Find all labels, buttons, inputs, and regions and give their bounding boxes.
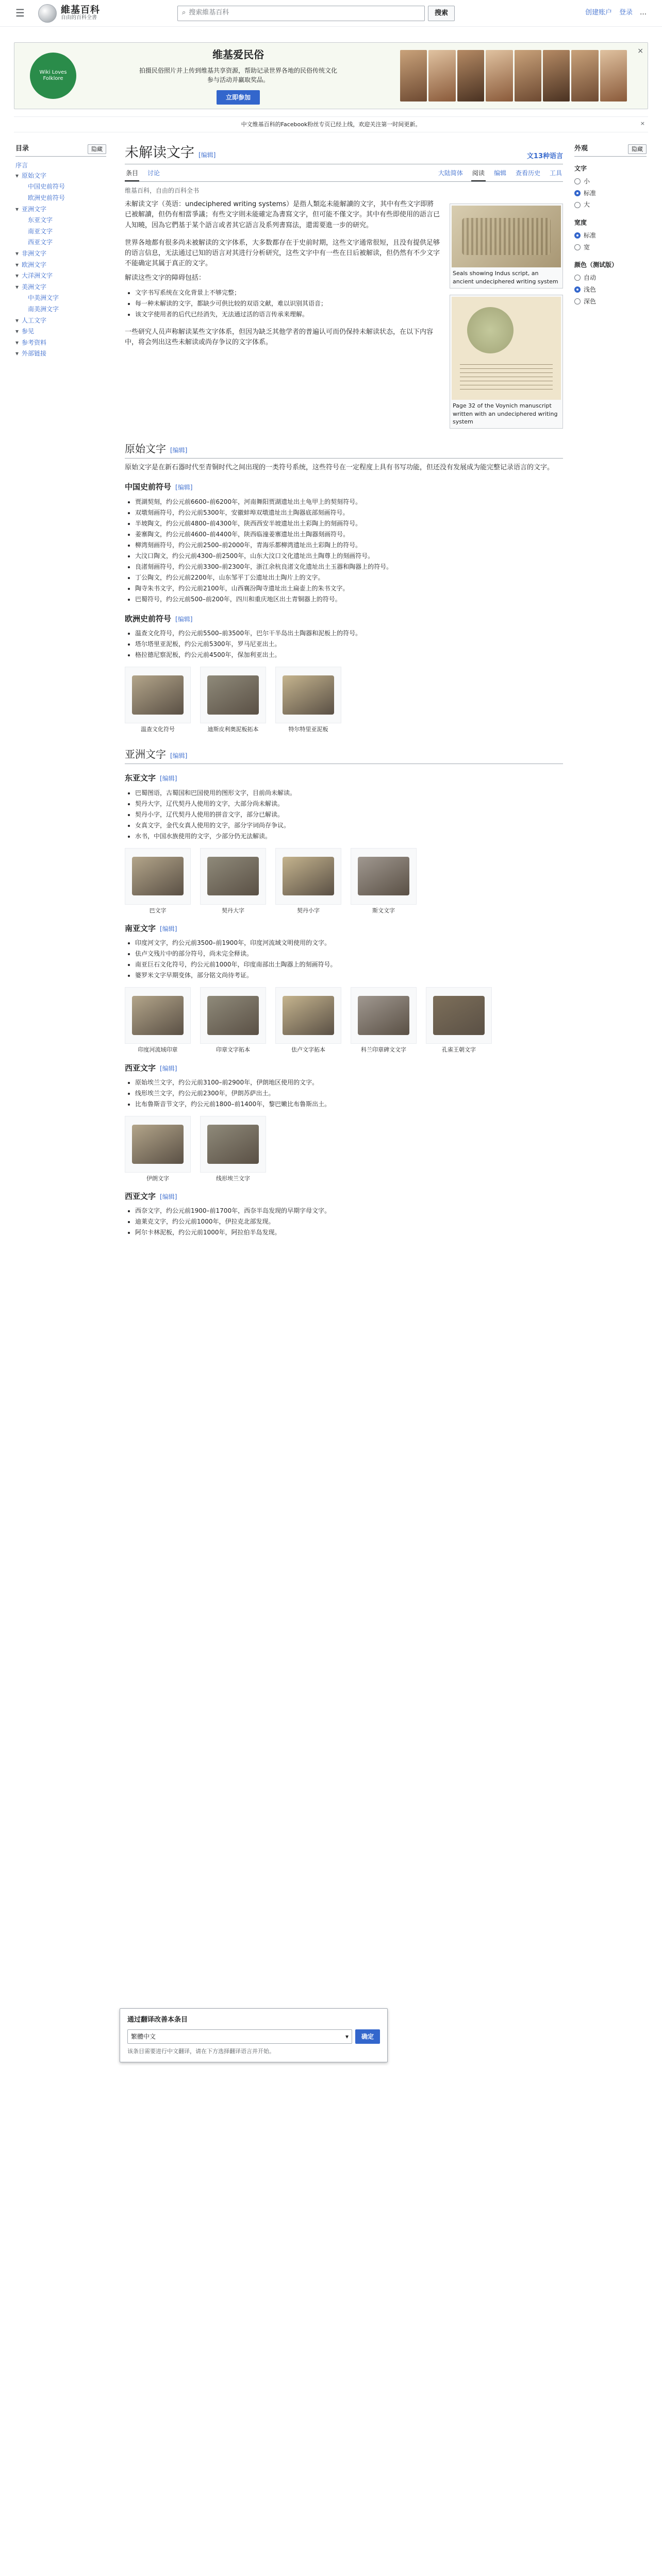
toc-item-label: 南美洲文字 bbox=[28, 305, 59, 313]
toc-header bbox=[15, 144, 106, 157]
voynich-page-image[interactable] bbox=[452, 297, 561, 400]
section-edit-link[interactable]: [编辑] bbox=[160, 925, 177, 933]
figure-caption: Seals showing Indus script, an ancient undeciphered writing system bbox=[453, 270, 558, 285]
list-item: • 女真文字，金代女真人使用的文字，部分字词尚存争议。 bbox=[135, 820, 563, 831]
page-title bbox=[125, 144, 216, 162]
gallery-item[interactable] bbox=[351, 848, 417, 914]
list-item: • 水书，中国水族使用的文字，少部分仍无法解读。 bbox=[135, 831, 563, 842]
gallery-caption: 斯文文字 bbox=[372, 907, 395, 914]
gallery-thumbnail[interactable] bbox=[351, 987, 417, 1044]
gallery-caption: 印度河流域印章 bbox=[138, 1046, 178, 1054]
gallery-image bbox=[433, 996, 485, 1035]
article bbox=[125, 144, 563, 1240]
radio-icon bbox=[574, 244, 581, 250]
gallery-thumbnail[interactable] bbox=[200, 987, 266, 1044]
banner-photo bbox=[428, 50, 455, 101]
gallery-caption: 线形埃兰文字 bbox=[216, 1175, 250, 1182]
appearance-heading: 外观 bbox=[574, 145, 588, 153]
section-title: 原始文字 bbox=[125, 443, 166, 455]
dialog-confirm-button[interactable]: 确定 bbox=[355, 2029, 380, 2044]
list-item: • 塔尔塔里亚泥板，约公元前5300年，罗马尼亚出土。 bbox=[135, 639, 563, 650]
view-tab-0[interactable]: 大陆简体 bbox=[438, 170, 463, 177]
toc-item[interactable] bbox=[15, 226, 106, 238]
gallery-thumbnail[interactable] bbox=[351, 848, 417, 905]
script-list bbox=[125, 497, 563, 605]
radio-icon bbox=[574, 232, 581, 239]
gallery-thumbnail[interactable] bbox=[125, 667, 191, 723]
site-notice-close-icon[interactable]: × bbox=[640, 120, 645, 127]
list-item: • 印度河文字，约公元前3500–前1900年，印度河流域文明使用的文字。 bbox=[135, 938, 563, 948]
section-heading bbox=[125, 1062, 563, 1074]
gallery-caption: 契丹大字 bbox=[222, 907, 244, 914]
script-list bbox=[125, 788, 563, 842]
search-input[interactable] bbox=[177, 6, 425, 21]
gallery-thumbnail[interactable] bbox=[275, 987, 341, 1044]
chevron-down-icon: ▾ bbox=[15, 316, 19, 324]
gallery-image bbox=[283, 996, 335, 1035]
article-content bbox=[125, 199, 563, 1238]
gallery-thumbnail[interactable] bbox=[200, 1116, 266, 1173]
list-item: • 契丹大字，辽代契丹人使用的文字，大部分尚未解读。 bbox=[135, 799, 563, 809]
section-heading bbox=[125, 747, 563, 764]
gallery-item[interactable] bbox=[200, 848, 266, 914]
toc-item[interactable] bbox=[15, 337, 106, 349]
toc-item-label: 欧洲文字 bbox=[22, 261, 47, 268]
appearance-hide-button[interactable]: 隐藏 bbox=[628, 144, 647, 154]
radio-label: 宽 bbox=[584, 243, 590, 251]
list-item: • 巴蜀符号，约公元前500–前200年，四川和重庆地区出土青铜器上的符号。 bbox=[135, 594, 563, 605]
list-item: • 文字书写系统在文化背景上不够完整； bbox=[135, 287, 563, 298]
list-item: • 南亚巨石文化符号，约公元前1000年，印度南部出土陶器上的刻画符号。 bbox=[135, 959, 563, 970]
banner-photo bbox=[515, 50, 541, 101]
view-tabs bbox=[437, 166, 563, 181]
indus-seals-image[interactable] bbox=[452, 206, 561, 267]
page-body bbox=[0, 132, 662, 1240]
language-select[interactable] bbox=[127, 2029, 352, 2044]
gallery-item[interactable] bbox=[351, 987, 417, 1054]
gallery-item[interactable] bbox=[200, 987, 266, 1054]
radio-option[interactable] bbox=[574, 188, 647, 199]
gallery-thumbnail[interactable] bbox=[426, 987, 492, 1044]
section-edit-link[interactable]: [编辑] bbox=[170, 447, 188, 454]
toc-item[interactable] bbox=[15, 193, 106, 204]
gallery-thumbnail[interactable] bbox=[200, 848, 266, 905]
banner-close-icon[interactable]: × bbox=[637, 47, 643, 55]
list-item: • 佉卢文残片中的部分符号，尚未完全释读。 bbox=[135, 948, 563, 959]
gallery-thumbnail[interactable] bbox=[125, 987, 191, 1044]
campaign-banner bbox=[14, 42, 648, 109]
gallery-item[interactable] bbox=[275, 987, 341, 1054]
gallery-item[interactable] bbox=[275, 848, 341, 914]
login-link[interactable]: 登录 bbox=[619, 9, 633, 17]
list-item: • 陶寺朱书文字，约公元前2100年，山西襄汾陶寺遗址出土扁壶上的朱书文字。 bbox=[135, 583, 563, 594]
gallery-image bbox=[358, 996, 410, 1035]
banner-body-2: 参与活动并赢取奖品。 bbox=[207, 76, 269, 84]
radio-icon bbox=[574, 202, 581, 208]
view-tab-4[interactable]: 工具 bbox=[549, 170, 562, 177]
section-heading bbox=[125, 613, 563, 625]
tab-1[interactable]: 讨论 bbox=[147, 170, 160, 177]
gallery-item[interactable] bbox=[125, 848, 191, 914]
text-size-options bbox=[574, 176, 647, 211]
list-item: • 线形埃兰文字，约公元前2300年，伊朗苏萨出土。 bbox=[135, 1088, 563, 1099]
title-edit-link[interactable]: [编辑] bbox=[198, 151, 216, 159]
gallery-image bbox=[358, 857, 410, 896]
banner-cta-button[interactable]: 立即参加 bbox=[217, 90, 260, 105]
logo-subtitle: 自由的百科全書 bbox=[61, 15, 97, 21]
section-title: 西亚文字 bbox=[125, 1063, 156, 1073]
intro-paragraph: 世界各地都有很多尚未被解读的文字体系，大多数都存在于史前时期，这些文字通常很短，且没有提供足够的语言信息，无法通过已知的语言对其进行分析研究，这些文字中有一些在日后被解读，但仍然有不少文字不能确定其属于真正的文字。 bbox=[125, 239, 440, 268]
gallery-image bbox=[207, 675, 259, 715]
appearance-header bbox=[574, 144, 647, 157]
list-item: • 贾湖契刻，约公元前6600–前6200年，河南舞阳贾湖遗址出土龟甲上的契刻符号。 bbox=[135, 497, 563, 507]
section-heading bbox=[125, 772, 563, 784]
chevron-down-icon: ▾ bbox=[15, 338, 19, 346]
list-item: • 半坡陶文，约公元前4800–前4300年，陕西西安半坡遗址出土彩陶上的刻画符号。 bbox=[135, 518, 563, 529]
list-item: • 丁公陶文，约公元前2200年，山东邹平丁公遗址出土陶片上的文字。 bbox=[135, 572, 563, 583]
logo-title: 維基百科 bbox=[61, 4, 100, 15]
gallery-caption: 特尔特里亚泥板 bbox=[288, 725, 328, 733]
banner-photo bbox=[571, 50, 598, 101]
toc-item-label: 中美洲文字 bbox=[28, 294, 59, 302]
radio-label: 标准 bbox=[584, 231, 597, 239]
toc-item[interactable] bbox=[15, 348, 106, 360]
translation-dialog bbox=[120, 2008, 388, 2062]
section-edit-link[interactable]: [编辑] bbox=[160, 1193, 177, 1201]
toc-item[interactable] bbox=[15, 304, 106, 315]
radio-label: 自动 bbox=[584, 274, 597, 281]
section-heading bbox=[125, 441, 563, 459]
toc-item-label: 西亚文字 bbox=[28, 239, 53, 246]
list-item: • 阿尔卡林泥板，约公元前1000年，阿拉伯半岛发现。 bbox=[135, 1227, 563, 1238]
site-notice bbox=[14, 116, 648, 132]
radio-label: 深色 bbox=[584, 297, 597, 305]
toc-item-label: 欧洲史前符号 bbox=[28, 194, 65, 201]
list-item: • 婆罗米文字早期变体，部分铭文尚待考证。 bbox=[135, 970, 563, 981]
chevron-down-icon: ▾ bbox=[15, 249, 19, 257]
intro-paragraph: 一些研究人员声称解读某些文字体系，但因为缺乏其他学者的普遍认可而仍保持未解读状态，在以下内容中，将会列出这些未解读或尚存争议的文字体系。 bbox=[125, 328, 434, 347]
section-title: 东亚文字 bbox=[125, 773, 156, 783]
section-paragraph: 原始文字是在新石器时代至青铜时代之间出现的一类符号系统，这些符号在一定程度上具有书写功能，但还没有发展成为能完整记录语言的文字。 bbox=[125, 464, 554, 472]
view-tab-2[interactable]: 编辑 bbox=[493, 170, 506, 177]
toc-item-label: 亚洲文字 bbox=[22, 205, 47, 213]
gallery-item[interactable] bbox=[426, 987, 492, 1054]
appearance-panel bbox=[574, 144, 647, 1240]
radio-option[interactable] bbox=[574, 272, 647, 284]
radio-option[interactable] bbox=[574, 296, 647, 308]
radio-icon bbox=[574, 286, 581, 293]
banner-body: 拍摄民俗照片并上传到维基共享资源，帮助记录世界各地的民俗传统文化 bbox=[139, 66, 337, 74]
section-edit-link[interactable]: [编辑] bbox=[160, 775, 177, 783]
more-options-icon[interactable]: … bbox=[640, 9, 647, 17]
namespace-tabs bbox=[125, 166, 161, 181]
script-list bbox=[125, 1206, 563, 1238]
lead-figures bbox=[450, 204, 563, 435]
list-item: • 巴蜀图语，古蜀国和巴国使用的图形文字，目前尚未解读。 bbox=[135, 788, 563, 799]
toc-item[interactable] bbox=[15, 181, 106, 193]
page-tabs bbox=[125, 166, 563, 182]
toc-item[interactable] bbox=[15, 171, 106, 182]
toc-item-label: 美洲文字 bbox=[22, 283, 47, 291]
gallery-caption: 伊朗文字 bbox=[146, 1175, 169, 1182]
gallery-caption: 印章文字拓本 bbox=[216, 1046, 250, 1054]
script-list bbox=[125, 628, 563, 660]
language-count: 13种语言 bbox=[533, 152, 563, 160]
toc-item-label: 原始文字 bbox=[22, 172, 47, 179]
gallery-thumbnail[interactable] bbox=[125, 848, 191, 905]
text-size-label: 文字 bbox=[574, 165, 587, 173]
toc-hide-button[interactable]: 隐藏 bbox=[88, 144, 106, 154]
article-sections bbox=[125, 352, 563, 1239]
gallery-image bbox=[283, 857, 335, 896]
toc-item[interactable] bbox=[15, 315, 106, 327]
toc-item-label: 人工文字 bbox=[22, 316, 47, 324]
section-heading bbox=[125, 1191, 563, 1202]
list-item: • 柳湾刻画符号，约公元前2500–前2000年，青海乐都柳湾遗址出土彩陶上的符号。 bbox=[135, 540, 563, 551]
toc-item-label: 参考资料 bbox=[22, 338, 47, 346]
toc-item[interactable] bbox=[15, 326, 106, 337]
radio-icon bbox=[574, 298, 581, 304]
list-item: • 每一种未解读的文字，都缺少可供比较的双语文献，难以识别其语音； bbox=[135, 298, 563, 309]
gallery-image bbox=[132, 857, 184, 896]
gallery-image bbox=[132, 996, 184, 1035]
gallery-image bbox=[132, 675, 184, 715]
list-item: • 姜寨陶文，约公元前4600–前4400年，陕西临潼姜寨遗址出土陶器刻画符号。 bbox=[135, 529, 563, 540]
script-list bbox=[125, 938, 563, 981]
chevron-down-icon: ▾ bbox=[15, 205, 19, 213]
section-title: 亚洲文字 bbox=[125, 748, 166, 761]
article-tagline: 维基百科，自由的百科全书 bbox=[125, 187, 200, 194]
section-title: 南亚文字 bbox=[125, 923, 156, 933]
tab-0[interactable]: 条目 bbox=[125, 166, 139, 181]
gallery-thumbnail[interactable] bbox=[125, 1116, 191, 1173]
gallery-image bbox=[283, 675, 335, 715]
banner-photo bbox=[600, 50, 627, 101]
gallery-caption: 佉卢文字拓本 bbox=[291, 1046, 325, 1054]
gallery-image bbox=[132, 1125, 184, 1164]
image-gallery bbox=[125, 1116, 563, 1182]
gallery-image bbox=[207, 857, 259, 896]
gallery-item[interactable] bbox=[125, 987, 191, 1054]
toc-item[interactable] bbox=[15, 293, 106, 304]
toc-item[interactable] bbox=[15, 260, 106, 271]
toc-item[interactable] bbox=[15, 237, 106, 248]
text-size-group bbox=[574, 164, 647, 211]
user-links bbox=[585, 8, 647, 18]
dialog-title: 通过翻译改善本条目 bbox=[127, 2016, 188, 2024]
toc-item[interactable] bbox=[15, 215, 106, 226]
gallery-item[interactable] bbox=[275, 667, 341, 733]
gallery-caption: 迪斯皮利奥泥板拓本 bbox=[207, 725, 259, 733]
chevron-down-icon: ▾ bbox=[15, 261, 19, 268]
site-header bbox=[0, 0, 662, 27]
list-item: • 该文字使用者的后代已经消失，无法通过活的语言传承来理解。 bbox=[135, 309, 563, 320]
list-item: • 西奈文字，约公元前1900–前1700年，西奈半岛发现的早期字母文字。 bbox=[135, 1206, 563, 1216]
dialog-note: 该条目需要进行中文翻译，请在下方选择翻译语言并开始。 bbox=[127, 2048, 275, 2055]
radio-icon bbox=[574, 275, 581, 281]
gallery-thumbnail[interactable] bbox=[275, 848, 341, 905]
list-item: • 契丹小字，辽代契丹人使用的拼音文字，部分已解读。 bbox=[135, 809, 563, 820]
title-row bbox=[125, 144, 563, 164]
view-tab-3[interactable]: 查看历史 bbox=[515, 170, 540, 177]
radio-label: 标准 bbox=[584, 189, 597, 197]
banner-photo bbox=[400, 50, 427, 101]
toc-item-top[interactable]: 序言 bbox=[15, 162, 28, 170]
gallery-caption: 巴文字 bbox=[149, 907, 167, 914]
list-item: • 格拉德尼察泥板，约公元前4500年，保加利亚出土。 bbox=[135, 650, 563, 660]
gallery-caption: 契丹小字 bbox=[297, 907, 320, 914]
chevron-down-icon: ▾ bbox=[15, 172, 19, 179]
radio-label: 小 bbox=[584, 177, 590, 185]
script-list bbox=[125, 1077, 563, 1110]
list-item: • 迪莱克文字，约公元前1000年，伊拉克北部发现。 bbox=[135, 1216, 563, 1227]
toc-item-label: 非洲文字 bbox=[22, 249, 47, 257]
radio-option[interactable] bbox=[574, 230, 647, 242]
list-item: • 原始埃兰文字，约公元前3100–前2900年，伊朗地区使用的文字。 bbox=[135, 1077, 563, 1088]
toc-item-label: 外部链接 bbox=[22, 350, 47, 358]
list-item: • 良渚刻画符号，约公元前3300–前2300年，浙江余杭良渚文化遗址出土玉器和陶器上的符号。 bbox=[135, 562, 563, 572]
page-title-text: 未解读文字 bbox=[125, 145, 194, 161]
gallery-thumbnail[interactable] bbox=[200, 667, 266, 723]
width-options bbox=[574, 230, 647, 253]
toc-item[interactable] bbox=[15, 248, 106, 260]
gallery-image bbox=[207, 996, 259, 1035]
wiki-globe-icon bbox=[38, 4, 57, 23]
chevron-down-icon: ▾ bbox=[15, 283, 19, 291]
banner-title: 维基爱民俗 bbox=[212, 48, 264, 61]
gallery-thumbnail[interactable] bbox=[275, 667, 341, 723]
chevron-down-icon: ▾ bbox=[15, 272, 19, 280]
radio-icon bbox=[574, 190, 581, 196]
color-label: 颜色（测试版） bbox=[574, 261, 618, 269]
color-options bbox=[574, 272, 647, 307]
color-group bbox=[574, 260, 647, 307]
toc-item-label: 参见 bbox=[22, 328, 35, 335]
section-heading bbox=[125, 481, 563, 493]
image-gallery bbox=[125, 987, 563, 1054]
figure-caption: Page 32 of the Voynich manuscript written with an undeciphered writing system bbox=[453, 402, 558, 425]
gallery-caption: 孔雀王朝文字 bbox=[442, 1046, 476, 1054]
chevron-down-icon: ▾ bbox=[15, 328, 19, 335]
section-title: 欧洲史前符号 bbox=[125, 614, 172, 623]
toc-list bbox=[15, 171, 106, 360]
gallery-caption: 科兰印章碑文文字 bbox=[361, 1046, 406, 1054]
main-menu-icon[interactable]: ☰ bbox=[15, 7, 25, 19]
toc-item-label: 中国史前符号 bbox=[28, 183, 65, 191]
radio-label: 大 bbox=[584, 201, 590, 209]
site-notice-text: 中文维基百科的Facebook粉丝专页已经上线，欢迎关注第一时间更新。 bbox=[241, 121, 421, 128]
toc-item[interactable] bbox=[15, 282, 106, 293]
radio-option[interactable] bbox=[574, 284, 647, 296]
banner-photo bbox=[457, 50, 484, 101]
gallery-image bbox=[207, 1125, 259, 1164]
section-edit-link[interactable]: [编辑] bbox=[170, 752, 188, 760]
banner-photo-strip bbox=[400, 50, 627, 101]
gallery-item[interactable] bbox=[125, 1116, 191, 1182]
toc-item[interactable] bbox=[15, 270, 106, 282]
toc-item[interactable] bbox=[15, 204, 106, 215]
toc-heading: 目录 bbox=[15, 145, 29, 153]
view-tab-1[interactable]: 阅读 bbox=[471, 166, 486, 181]
width-group bbox=[574, 218, 647, 253]
width-label: 宽度 bbox=[574, 219, 587, 227]
toc-item-label: 大洋洲文字 bbox=[22, 272, 53, 280]
banner-photo bbox=[486, 50, 512, 101]
toc-item-label: 南亚文字 bbox=[28, 227, 53, 235]
figure-voynich bbox=[450, 295, 563, 429]
section-edit-link[interactable]: [编辑] bbox=[175, 615, 193, 623]
figure-indus-seals bbox=[450, 204, 563, 289]
image-gallery bbox=[125, 667, 563, 733]
list-item: • 温查文化符号，约公元前5500–前3500年，巴尔干半岛出土陶器和泥板上的符号。 bbox=[135, 628, 563, 639]
toc-item-label: 东亚文字 bbox=[28, 216, 53, 224]
intro-paragraph: 未解读文字（英语：undeciphered writing systems）是指人類迄未能解讀的文字，其中有些文字即將已被解讀，但仍有相當爭議；有些文字則未能確定為書寫文字，但可能不僅文字。其中有些即使用的語言已人知曉，因為它們基于某个語言或者其它語言及系列書寫法，還需要進一步的研究。 bbox=[125, 200, 440, 229]
language-select-value: 繁體中文 bbox=[131, 2032, 156, 2040]
gallery-item[interactable] bbox=[200, 1116, 266, 1182]
dialog-row bbox=[127, 2029, 380, 2044]
chevron-down-icon: ▾ bbox=[345, 2032, 349, 2040]
gallery-item[interactable] bbox=[125, 667, 191, 733]
search-button[interactable]: 搜索 bbox=[428, 6, 455, 21]
search-placeholder: 搜索維基百科 bbox=[189, 9, 229, 17]
image-gallery bbox=[125, 848, 563, 914]
site-logo[interactable] bbox=[38, 4, 172, 23]
table-of-contents bbox=[15, 144, 106, 1240]
list-item: • 大汶口陶文，约公元前4300–前2500年，山东大汶口文化遗址出土陶尊上的刻画符号。 bbox=[135, 551, 563, 562]
radio-option[interactable] bbox=[574, 199, 647, 211]
list-item: • 双墩刻画符号，约公元前5300年，安徽蚌埠双墩遗址出土陶器底部刻画符号。 bbox=[135, 507, 563, 518]
section-heading bbox=[125, 923, 563, 935]
language-button[interactable]: 文13种语言 bbox=[526, 152, 563, 160]
radio-option[interactable] bbox=[574, 176, 647, 188]
banner-photo bbox=[543, 50, 570, 101]
chevron-down-icon: ▾ bbox=[15, 350, 19, 358]
gallery-item[interactable] bbox=[200, 667, 266, 733]
search-icon: ⌕ bbox=[182, 9, 186, 17]
gallery-caption: 温查文化符号 bbox=[141, 725, 175, 733]
section-title: 西亚文字 bbox=[125, 1192, 156, 1201]
section-edit-link[interactable]: [编辑] bbox=[175, 484, 193, 492]
intro-list-heading: 解读这些文字的障碍包括： bbox=[125, 274, 206, 282]
search-form bbox=[177, 6, 455, 21]
campaign-logo: Wiki Loves Folklore bbox=[30, 53, 76, 99]
section-edit-link[interactable]: [编辑] bbox=[160, 1064, 177, 1072]
radio-option[interactable] bbox=[574, 242, 647, 253]
banner-text bbox=[76, 47, 400, 105]
create-account-link[interactable]: 创建账户 bbox=[585, 9, 612, 17]
list-item: • 比布鲁斯音节文字，约公元前1800–前1400年，黎巴嫩比布鲁斯出土。 bbox=[135, 1099, 563, 1110]
radio-label: 浅色 bbox=[584, 285, 597, 293]
radio-icon bbox=[574, 178, 581, 184]
section-title: 中国史前符号 bbox=[125, 482, 172, 492]
